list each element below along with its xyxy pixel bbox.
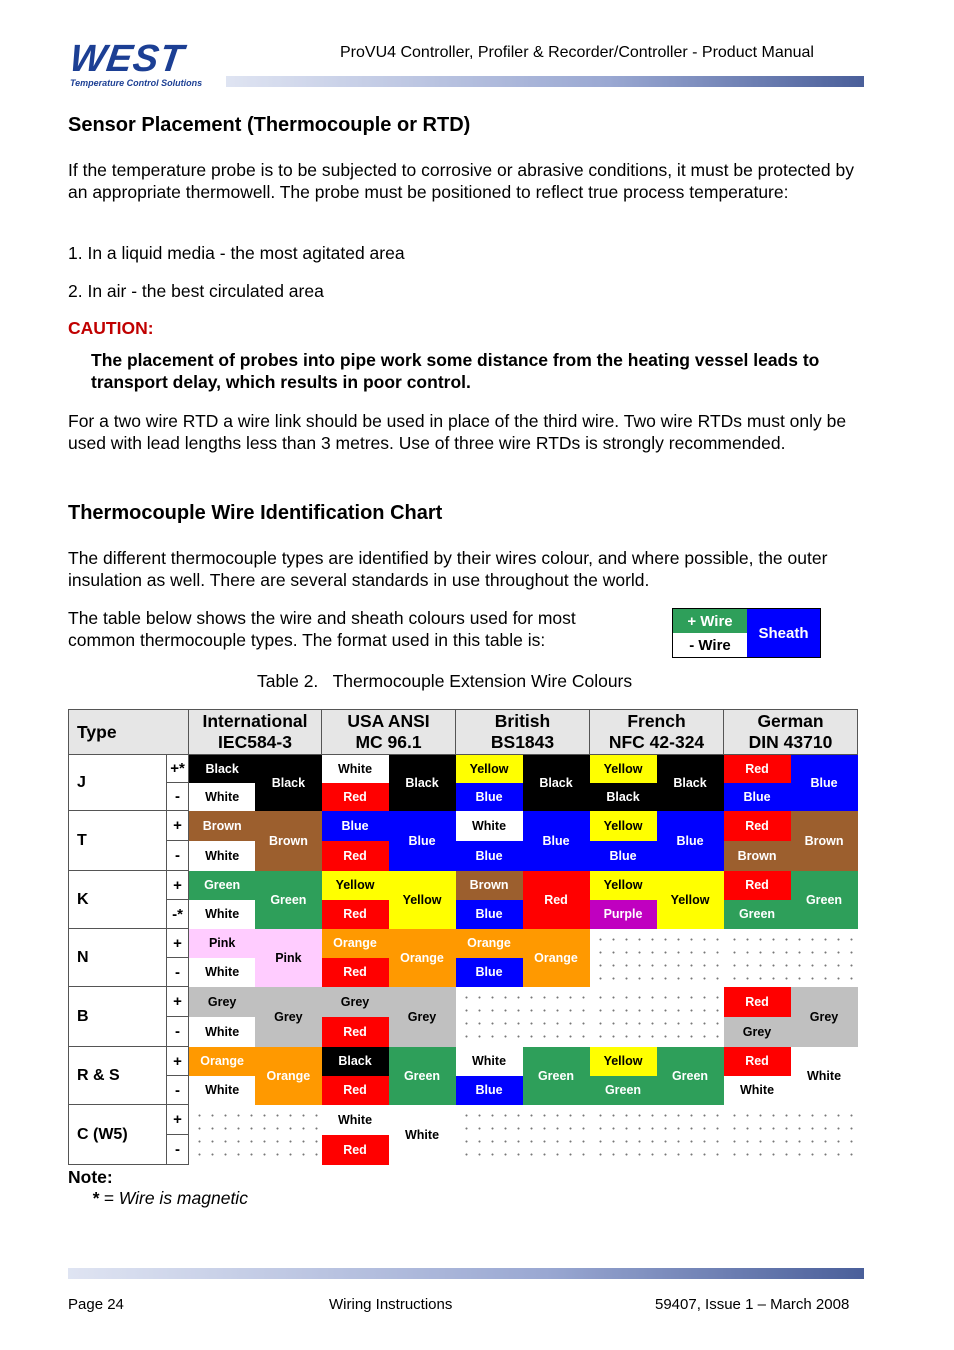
sheath-colour: Brown xyxy=(255,811,321,871)
thermocouple-type: J xyxy=(69,755,167,811)
plus-wire: Black xyxy=(189,755,255,783)
minus-wire: Blue xyxy=(456,900,523,929)
standard-cell xyxy=(724,987,858,1047)
polarity-plus: + xyxy=(167,871,188,900)
plus-wire: Grey xyxy=(322,987,389,1017)
standard-cell xyxy=(456,1105,590,1165)
column-header: German DIN 43710 xyxy=(724,710,858,755)
standard-cell xyxy=(590,871,724,929)
standard-cell xyxy=(189,1047,322,1105)
polarity-cell xyxy=(167,929,189,987)
plus-wire: Yellow xyxy=(322,871,389,900)
plus-wire: White xyxy=(456,811,523,841)
sheath-colour: Yellow xyxy=(389,871,456,929)
plus-wire: Yellow xyxy=(590,1047,657,1076)
plus-wire: Orange xyxy=(456,929,523,958)
sensor-intro-paragraph: If the temperature probe is to be subjected to corrosive or abrasive conditions, it must be protected by an appropriate thermowell. The probe must be positioned to reflect true process temperature: xyxy=(68,160,854,202)
polarity-minus: - xyxy=(175,1141,180,1158)
polarity-plus: + xyxy=(167,1047,188,1076)
list-item-liquid: 1. In a liquid media - the most agitated area xyxy=(68,243,405,263)
standard-cell xyxy=(590,929,724,987)
polarity-cell xyxy=(167,1047,189,1105)
table-row xyxy=(69,811,858,871)
minus-wire: Blue xyxy=(456,958,523,987)
caution-label: CAUTION: xyxy=(68,318,154,338)
table-row xyxy=(69,871,858,929)
polarity-cell xyxy=(167,1105,189,1165)
standard-cell xyxy=(189,755,322,811)
plus-wire: Red xyxy=(724,755,791,783)
sheath-colour: Blue xyxy=(791,755,858,811)
logo-tagline: Temperature Control Solutions xyxy=(70,78,203,88)
minus-wire: Blue xyxy=(724,783,791,811)
not-applicable-pattern xyxy=(590,929,724,987)
standard-cell xyxy=(322,871,456,929)
minus-wire: Brown xyxy=(724,841,791,871)
standard-cell xyxy=(322,987,456,1047)
plus-wire: Yellow xyxy=(590,755,657,783)
standard-cell xyxy=(724,1105,858,1165)
minus-wire: Red xyxy=(322,783,389,811)
polarity-cell xyxy=(167,755,189,811)
polarity-plus: + xyxy=(167,987,188,1017)
standard-cell xyxy=(724,929,858,987)
table-format-paragraph: The table below shows the wire and sheath colours used for most common thermocouple types. The format used in this table is: xyxy=(68,608,576,650)
minus-wire: Green xyxy=(590,1076,657,1105)
plus-wire: Yellow xyxy=(590,811,657,841)
sheath-colour: White xyxy=(791,1047,858,1105)
minus-wire: White xyxy=(724,1076,791,1105)
sheath-colour: Grey xyxy=(389,987,456,1047)
footer-section: Wiring Instructions xyxy=(329,1296,453,1313)
table-row xyxy=(69,1105,858,1165)
standard-cell xyxy=(590,1105,724,1165)
not-applicable-pattern xyxy=(590,987,724,1047)
minus-wire: White xyxy=(189,841,255,871)
minus-wire: Red xyxy=(322,900,389,929)
standard-cell xyxy=(456,929,590,987)
plus-wire: Red xyxy=(724,1047,791,1076)
plus-wire: Red xyxy=(724,811,791,841)
plus-wire: Brown xyxy=(189,811,255,841)
table-row xyxy=(69,987,858,1047)
wire-chart-intro: The different thermocouple types are identified by their wires colour, and where possible, the outer insulation as well. There are several standards in use throughout the world. xyxy=(68,548,828,590)
minus-wire: White xyxy=(189,783,255,811)
standard-cell xyxy=(456,811,590,871)
polarity-plus: +* xyxy=(167,755,188,783)
polarity-plus: + xyxy=(167,929,188,958)
column-header: French NFC 42-324 xyxy=(590,710,724,755)
caution-text: The placement of probes into pipe work some distance from the heating vessel leads to transport delay, which results in poor control. xyxy=(91,350,820,392)
table-caption: Table 2. Thermocouple Extension Wire Colours xyxy=(257,671,633,691)
sheath-colour: Green xyxy=(791,871,858,929)
polarity-cell xyxy=(167,987,189,1047)
plus-wire: Yellow xyxy=(456,755,523,783)
sheath-colour: Orange xyxy=(255,1047,321,1105)
standard-cell xyxy=(189,987,322,1047)
wire-colour-table xyxy=(68,709,858,1165)
plus-wire: Black xyxy=(322,1047,389,1076)
plus-wire: Grey xyxy=(189,987,255,1017)
polarity-plus: + xyxy=(167,811,188,841)
plus-wire: Green xyxy=(189,871,255,900)
standard-cell xyxy=(724,755,858,811)
sheath-colour: Grey xyxy=(255,987,321,1047)
standard-cell xyxy=(456,987,590,1047)
standard-cell xyxy=(590,987,724,1047)
wire-chart-heading: Thermocouple Wire Identification Chart xyxy=(68,502,443,524)
minus-wire: White xyxy=(189,958,255,987)
footer-doc-number: 59407, Issue 1 – March 2008 xyxy=(655,1296,850,1313)
plus-wire: Brown xyxy=(456,871,523,900)
note-text: * = Wire is magnetic xyxy=(92,1188,248,1208)
sheath-colour: Green xyxy=(389,1047,456,1105)
thermocouple-type: K xyxy=(69,871,167,929)
legend-plus-wire: + Wire xyxy=(673,609,747,633)
standard-cell xyxy=(322,811,456,871)
not-applicable-pattern xyxy=(724,1105,858,1165)
table-row xyxy=(69,1047,858,1105)
polarity-minus: - xyxy=(175,963,180,981)
minus-wire: White xyxy=(189,1076,255,1105)
table-row xyxy=(69,755,858,811)
minus-wire: Purple xyxy=(590,900,657,929)
note-label: Note: xyxy=(68,1167,113,1187)
sheath-colour: Black xyxy=(657,755,724,811)
standard-cell xyxy=(456,755,590,811)
sheath-colour: Black xyxy=(255,755,321,811)
sheath-colour: Green xyxy=(657,1047,724,1105)
sheath-colour: Black xyxy=(523,755,590,811)
standard-cell xyxy=(322,755,456,811)
standard-cell xyxy=(590,755,724,811)
sheath-colour: Green xyxy=(523,1047,590,1105)
standard-cell xyxy=(322,1047,456,1105)
minus-wire: White xyxy=(189,1017,255,1047)
polarity-minus: - xyxy=(175,788,180,805)
sheath-colour: Blue xyxy=(523,811,590,871)
polarity-minus: - xyxy=(175,1081,180,1099)
thermocouple-type: N xyxy=(69,929,167,987)
logo-wordmark: WEST xyxy=(67,38,187,80)
minus-wire: Black xyxy=(590,783,657,811)
sensor-placement-heading: Sensor Placement (Thermocouple or RTD) xyxy=(68,114,471,136)
rtd-paragraph: For a two wire RTD a wire link should be used in place of the third wire. Two wire RTDs must only be used with lead lengths less than 3 metres. Use of three wire RTDs is strongly recommended. xyxy=(68,411,847,453)
sheath-colour: Grey xyxy=(791,987,858,1047)
column-header: Type xyxy=(69,710,189,755)
minus-wire: Green xyxy=(724,900,791,929)
sheath-colour: Orange xyxy=(389,929,456,987)
polarity-minus: - xyxy=(175,1023,180,1040)
plus-wire: Red xyxy=(724,987,791,1017)
standard-cell xyxy=(456,1047,590,1105)
plus-wire: Blue xyxy=(322,811,389,841)
sheath-colour: Blue xyxy=(657,811,724,871)
standard-cell xyxy=(189,929,322,987)
minus-wire: Blue xyxy=(456,783,523,811)
not-applicable-pattern xyxy=(456,987,590,1047)
header-rule xyxy=(226,76,864,87)
table-row xyxy=(69,929,858,987)
standard-cell xyxy=(590,811,724,871)
legend-minus-wire: - Wire xyxy=(673,633,747,657)
minus-wire: White xyxy=(189,900,255,929)
thermocouple-type: T xyxy=(69,811,167,871)
plus-wire: Pink xyxy=(189,929,255,958)
minus-wire: Red xyxy=(322,958,389,987)
not-applicable-pattern xyxy=(590,1105,724,1165)
plus-wire: Orange xyxy=(322,929,389,958)
polarity-plus: + xyxy=(167,1105,188,1135)
minus-wire: Red xyxy=(322,1076,389,1105)
standard-cell xyxy=(590,1047,724,1105)
standard-cell xyxy=(724,1047,858,1105)
note-body: = Wire is magnetic xyxy=(98,1188,248,1208)
sheath-colour: Black xyxy=(389,755,456,811)
polarity-cell xyxy=(167,871,189,929)
sheath-colour: Pink xyxy=(255,929,321,987)
standard-cell xyxy=(322,1105,456,1165)
thermocouple-type: R & S xyxy=(69,1047,167,1105)
legend-sheath: Sheath xyxy=(747,609,820,657)
column-header: International IEC584-3 xyxy=(189,710,322,755)
footer-rule xyxy=(68,1268,864,1279)
sheath-colour: Brown xyxy=(791,811,858,871)
plus-wire: White xyxy=(322,1105,389,1135)
sheath-colour: Orange xyxy=(523,929,590,987)
polarity-cell xyxy=(167,811,189,871)
list-item-air: 2. In air - the best circulated area xyxy=(68,281,324,301)
thermocouple-type: B xyxy=(69,987,167,1047)
polarity-minus: -* xyxy=(172,905,183,923)
sheath-colour: Red xyxy=(523,871,590,929)
sheath-colour: Yellow xyxy=(657,871,724,929)
sheath-colour: Blue xyxy=(389,811,456,871)
minus-wire: Red xyxy=(322,841,389,871)
plus-wire: Yellow xyxy=(590,871,657,900)
not-applicable-pattern xyxy=(456,1105,590,1165)
minus-wire: Blue xyxy=(456,841,523,871)
polarity-minus: - xyxy=(175,847,180,864)
not-applicable-pattern xyxy=(724,929,858,987)
west-logo xyxy=(67,38,225,92)
sheath-colour: White xyxy=(389,1105,456,1165)
standard-cell xyxy=(456,871,590,929)
minus-wire: Red xyxy=(322,1017,389,1047)
standard-cell xyxy=(189,811,322,871)
standard-cell xyxy=(724,811,858,871)
plus-wire: Red xyxy=(724,871,791,900)
not-applicable-pattern xyxy=(189,1105,322,1165)
minus-wire: Blue xyxy=(456,1076,523,1105)
standard-cell xyxy=(189,871,322,929)
document-title: ProVU4 Controller, Profiler & Recorder/Controller - Product Manual xyxy=(340,44,814,61)
standard-cell xyxy=(724,871,858,929)
minus-wire: Blue xyxy=(590,841,657,871)
footer-page: Page 24 xyxy=(68,1296,124,1313)
plus-wire: Orange xyxy=(189,1047,255,1076)
format-legend xyxy=(672,608,821,658)
sheath-colour: Green xyxy=(255,871,321,929)
plus-wire: White xyxy=(322,755,389,783)
thermocouple-type: C (W5) xyxy=(69,1105,167,1165)
column-header: USA ANSI MC 96.1 xyxy=(322,710,456,755)
column-header: British BS1843 xyxy=(456,710,590,755)
standard-cell xyxy=(189,1105,322,1165)
plus-wire: White xyxy=(456,1047,523,1076)
minus-wire: Red xyxy=(322,1135,389,1165)
standard-cell xyxy=(322,929,456,987)
minus-wire: Grey xyxy=(724,1017,791,1047)
